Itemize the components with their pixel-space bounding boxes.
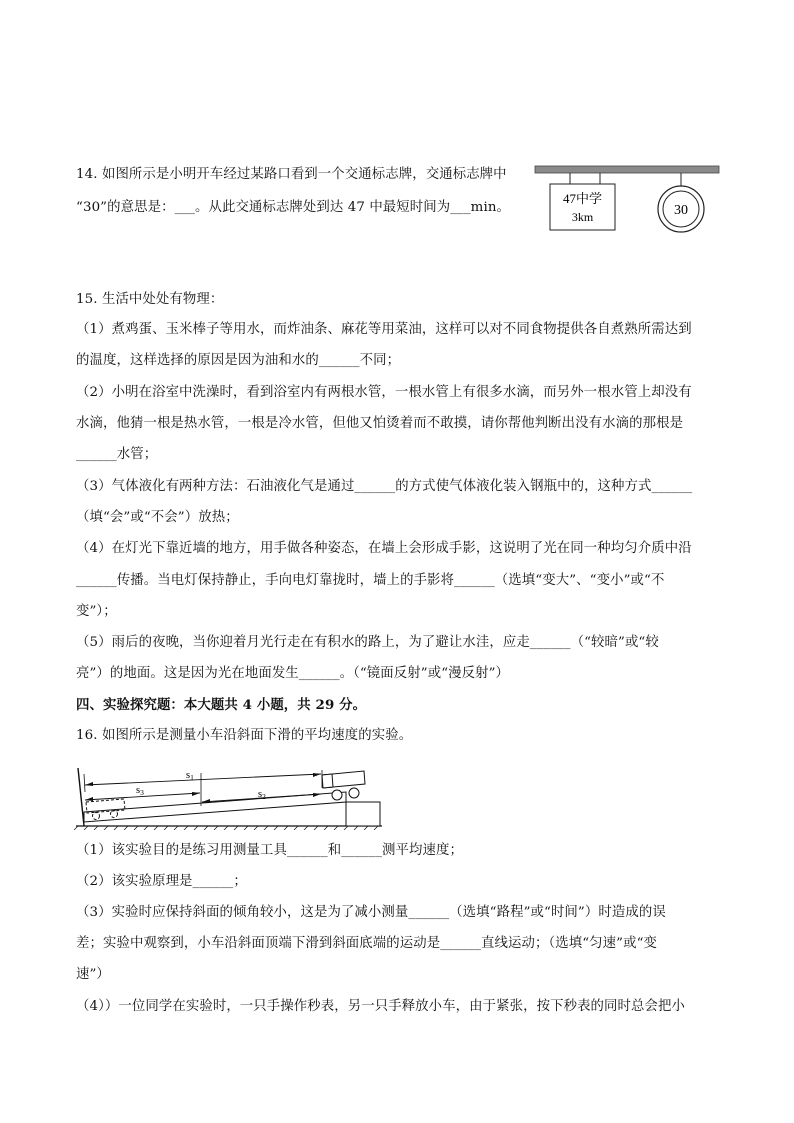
q15-p4-line3: 变”）；	[76, 604, 117, 619]
q15-p2-line3: ______水管；	[76, 447, 158, 462]
q16-p3-line1: （3）实验时应保持斜面的倾角较小，这是为了减小测量______（选填“路程”或“时间”）时造成的误	[76, 905, 666, 920]
section-4-heading: 四、实验探究题：本大题共 4 小题，共 29 分。	[76, 697, 367, 713]
q15-p2-line1: （2）小明在浴室中洗澡时，看到浴室内有两根水管，一根水管上有很多水滴，而另外一根水管上却没有	[76, 385, 692, 400]
incline-experiment-figure	[74, 762, 386, 830]
traffic-sign-figure	[530, 160, 730, 240]
q15-p3-line2: （填“会”或“不会”）放热；	[76, 510, 239, 525]
stopper-wall	[78, 768, 84, 826]
incline-board	[84, 792, 346, 822]
q16-p1: （1）该实验目的是练习用测量工具______和______测平均速度；	[76, 843, 463, 858]
q16-p3-line2: 差；实验中观察到，小车沿斜面顶端下滑到斜面底端的运动是______直线运动；（选填“匀速”或“变	[76, 936, 658, 951]
q14-text-line1: 14. 如图所示是小明开车经过某路口看到一个交通标志牌，交通标志牌中	[76, 167, 507, 182]
school-sign-distance: 3km	[571, 210, 594, 224]
sign-pole-bar	[535, 166, 719, 173]
speed-limit-value: 30	[674, 203, 688, 218]
label-s2: s2	[258, 789, 266, 801]
label-s3: s3	[136, 785, 144, 797]
q16-p4-line1: （4））一位同学在实验时，一只手操作秒表，另一只手释放小车，由于紧张，按下秒表的同时总会把小	[76, 999, 685, 1014]
q16-p3-line3: 速”）	[76, 967, 110, 982]
q16-p2: （2）该实验原理是______；	[76, 874, 247, 889]
q15-p3-line1: （3）气体液化有两种方法：石油液化气是通过______的方式使气体液化装入钢瓶中的，这种方式______	[76, 479, 693, 494]
q15-p2-line2: 水滴，他猜一根是热水管，一根是冷水管，但他又怕烫着而不敢摸，请你帮他判断出没有水滴的那根是	[76, 416, 684, 431]
support-block	[346, 802, 380, 826]
q15-p1-line2: 的温度，这样选择的原因是因为油和水的______不同；	[76, 353, 401, 368]
q15-p5-line1: （5）雨后的夜晚，当你迎着月光行走在有积水的路上，为了避让水洼，应走______（“较暗”或“较	[76, 635, 659, 650]
q15-p4-line1: （4）在灯光下靠近墙的地方，用手做各种姿态，在墙上会形成手影，这说明了光在同一种均匀介质中沿	[76, 541, 692, 556]
q15-p1-line1: （1）煮鸡蛋、玉米棒子等用水，而炸油条、麻花等用菜油，这样可以对不同食物提供各自煮熟所需达到	[76, 322, 692, 337]
q16-title: 16. 如图所示是测量小车沿斜面下滑的平均速度的实验。	[76, 728, 413, 743]
q15-title: 15. 生活中处处有物理：	[76, 292, 224, 307]
q15-p4-line2: ______传播。当电灯保持静止，手向电灯靠拢时，墙上的手影将______（选填“变大”、“变小”或“不	[76, 573, 665, 588]
school-sign-name: 47中学	[562, 191, 603, 206]
label-s1: s1	[186, 770, 194, 782]
q14-text-line2: “30”的意思是：___。从此交通标志牌处到达 47 中最短时间为___min。	[76, 200, 511, 215]
q15-p5-line2: 亮”）的地面。这是因为光在地面发生______。（“镜面反射”或“漫反射”）	[76, 666, 510, 681]
